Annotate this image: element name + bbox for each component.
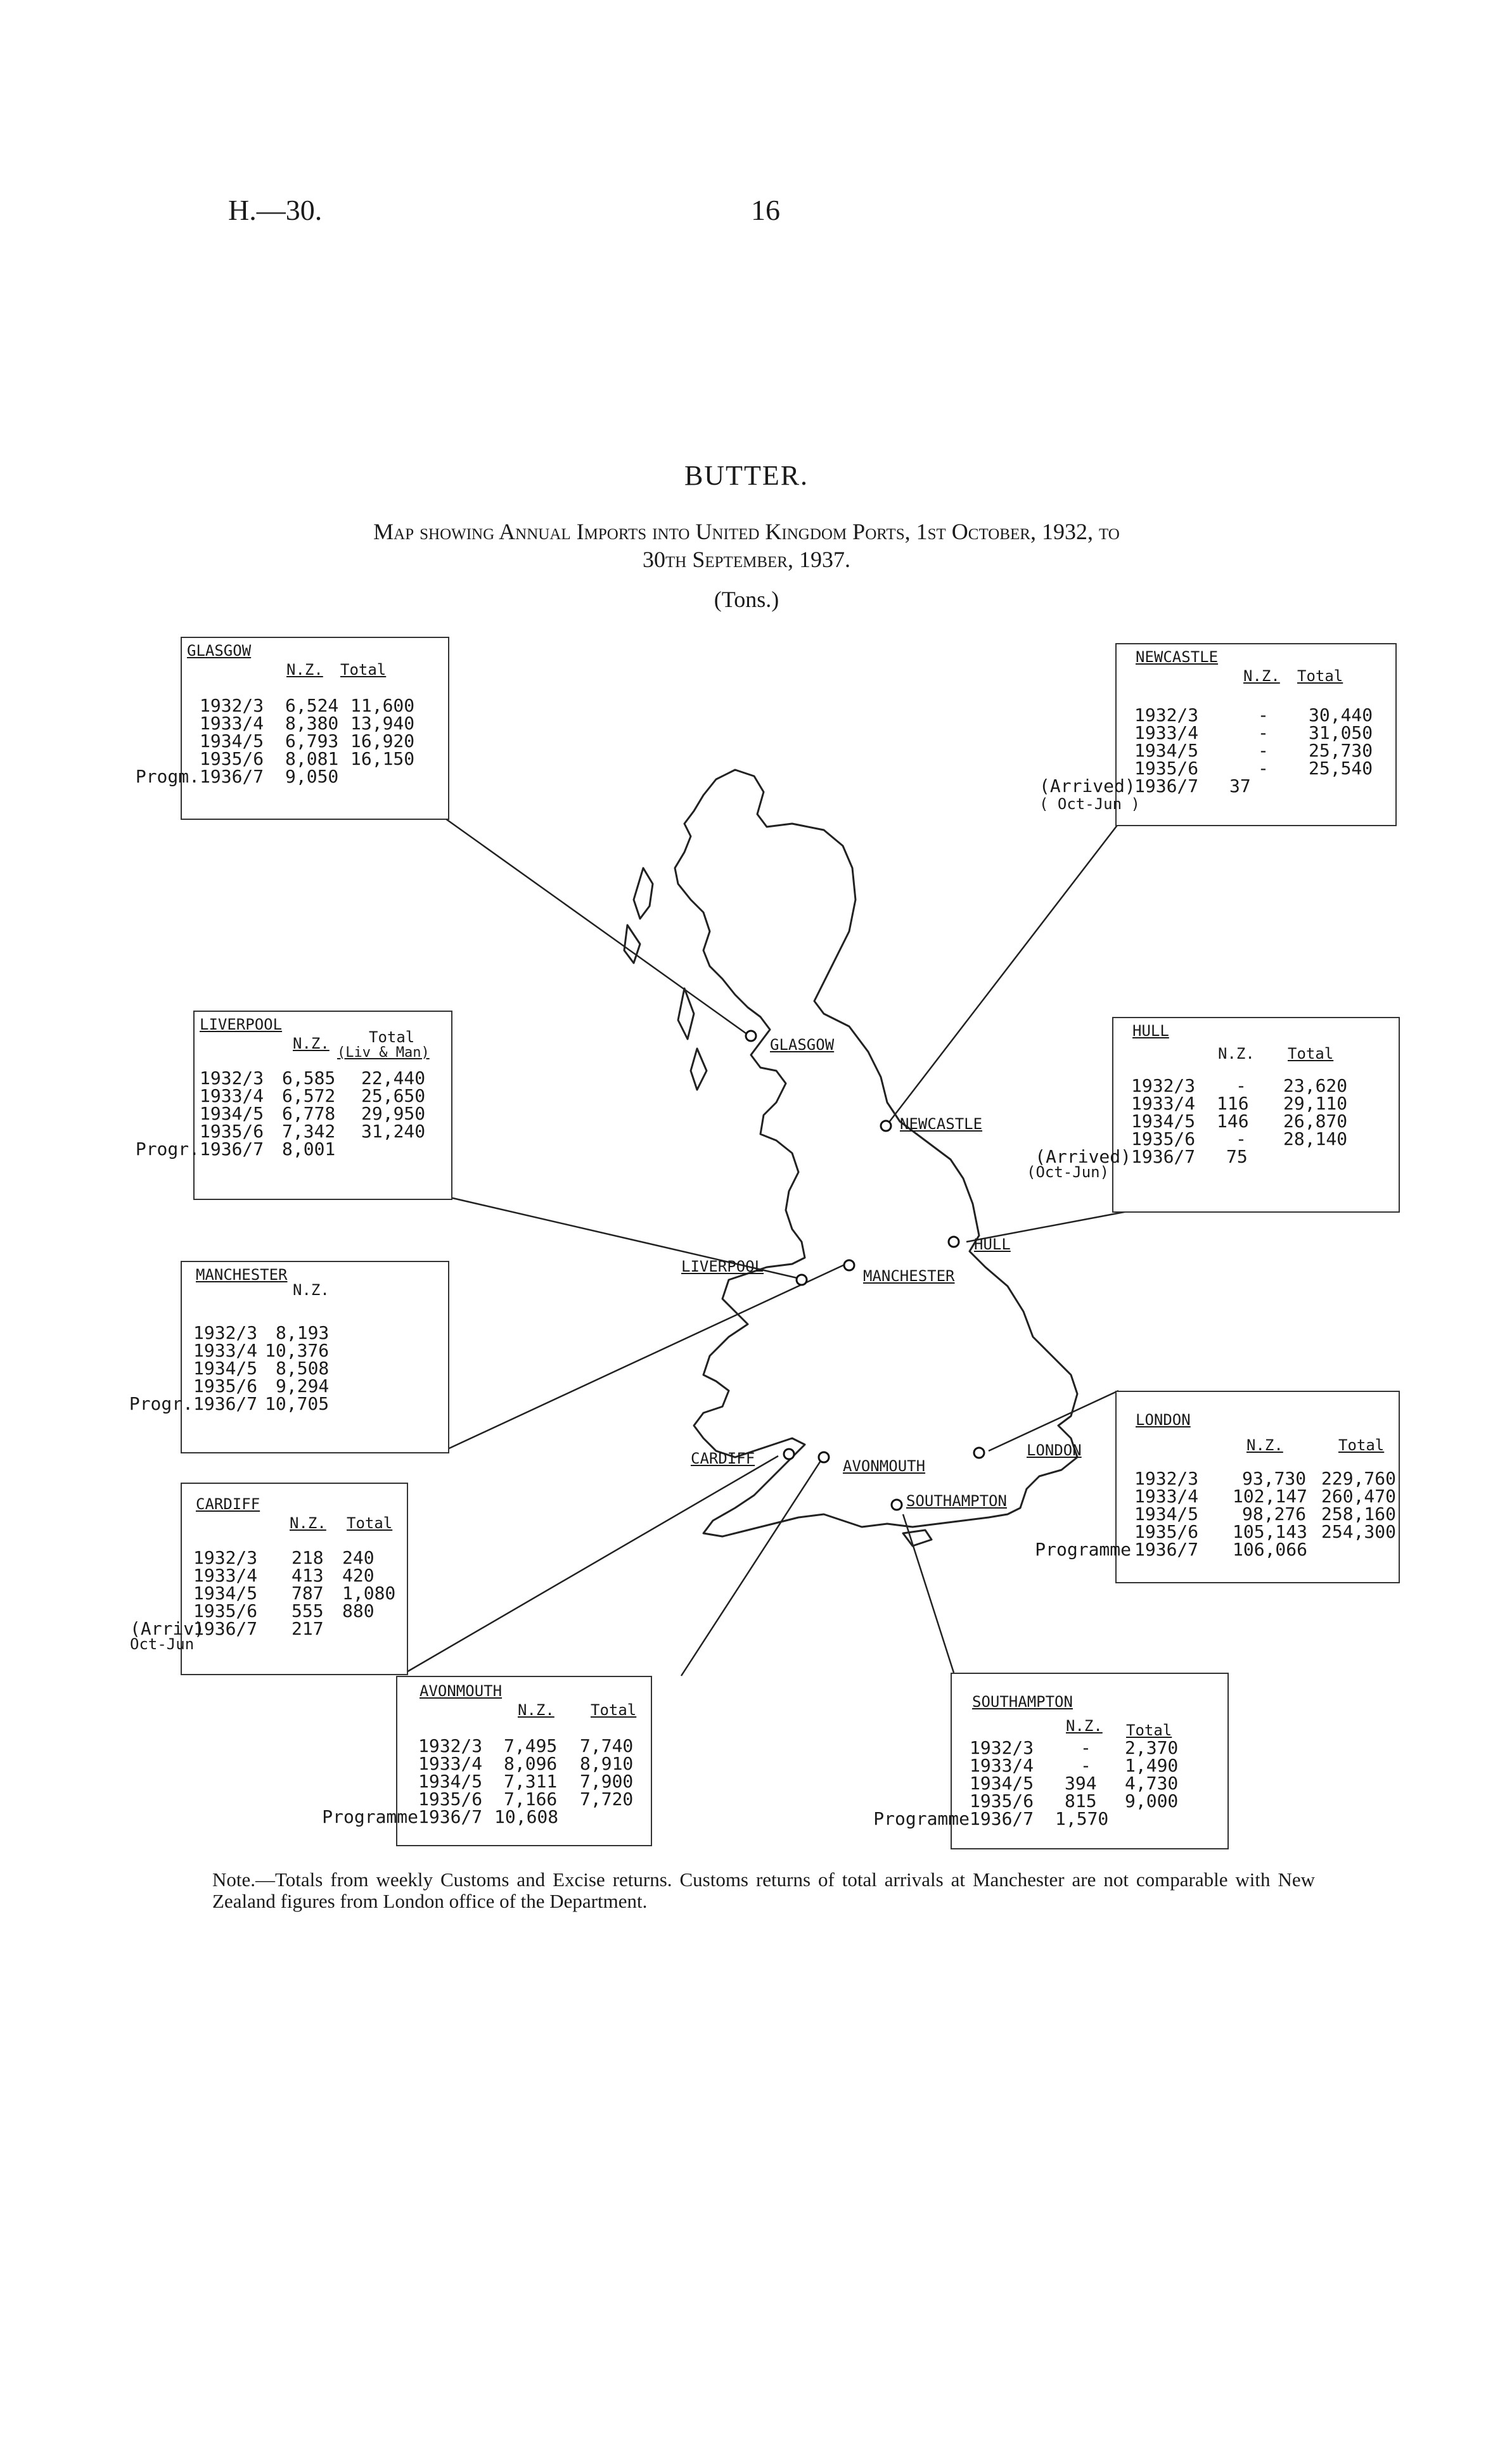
port-marker-cardiff <box>784 1449 794 1459</box>
leader-line-manchester <box>444 1264 846 1451</box>
table-cell: 8,193 <box>276 1322 330 1343</box>
table-cell: 105,143 <box>1233 1521 1308 1542</box>
table-cell: 1932/3 <box>1131 1075 1196 1096</box>
column-header-total: Total <box>1288 1045 1334 1063</box>
table-cell: 16,920 <box>350 731 415 751</box>
column-header-total: Total <box>1338 1436 1385 1454</box>
port-label-cardiff: CARDIFF <box>691 1450 755 1467</box>
table-cell: 10,376 <box>265 1340 330 1361</box>
table-cell: Programme <box>322 1806 418 1827</box>
table-cell: 394 <box>1065 1773 1097 1794</box>
table-cell: (Oct-Jun) <box>1027 1163 1110 1181</box>
table-cell: 1936/7 <box>193 1618 258 1639</box>
table-cell: 1935/6 <box>970 1791 1034 1811</box>
table-cell: 31,240 <box>361 1121 426 1142</box>
table-cell: 1932/3 <box>193 1322 258 1343</box>
column-header-nz: N.Z. <box>293 1035 330 1052</box>
table-cell: 880 <box>342 1600 375 1621</box>
column-header-total: Total <box>1297 667 1343 685</box>
page-number: 16 <box>751 194 780 226</box>
table-cell: Progr. <box>135 1139 200 1159</box>
table-cell: 1934/5 <box>200 1103 264 1124</box>
table-cell: 31,050 <box>1309 722 1373 743</box>
leader-line-avonmouth <box>681 1456 824 1676</box>
table-cell: 8,081 <box>285 748 339 769</box>
island-outline <box>691 1049 707 1090</box>
leader-line-glasgow <box>444 817 748 1035</box>
table-cell: 1933/4 <box>1131 1093 1196 1114</box>
leader-line-southampton <box>903 1514 954 1673</box>
column-header-total: Total <box>369 1028 415 1046</box>
table-cell: 9,050 <box>285 766 339 787</box>
column-header-nz: N.Z. <box>1218 1045 1255 1063</box>
table-cell: 260,470 <box>1321 1486 1397 1507</box>
table-cell: - <box>1236 1075 1246 1096</box>
table-cell: 1934/5 <box>193 1583 258 1604</box>
table-cell: 1933/4 <box>200 1085 264 1106</box>
table-cell: 1935/6 <box>1134 758 1199 779</box>
table-cell: 1932/3 <box>970 1737 1034 1758</box>
column-header-total-note: (Liv & Man) <box>337 1045 430 1061</box>
table-cell: 555 <box>292 1600 324 1621</box>
table-cell: 106,066 <box>1233 1539 1308 1560</box>
table-cell: 102,147 <box>1233 1486 1308 1507</box>
table-cell: 1933/4 <box>193 1340 258 1361</box>
table-cell: 25,650 <box>361 1085 426 1106</box>
table-cell: 1932/3 <box>193 1547 258 1568</box>
table-cell: 4,730 <box>1125 1773 1179 1794</box>
table-cell: 1935/6 <box>200 748 264 769</box>
table-cell: 37 <box>1229 776 1251 796</box>
table-cell: 787 <box>292 1583 324 1604</box>
port-label-avonmouth: AVONMOUTH <box>843 1457 926 1475</box>
island-outline <box>678 988 694 1039</box>
table-cell: 1934/5 <box>1134 1503 1199 1524</box>
table-cell: 1935/6 <box>193 1600 258 1621</box>
island-outline <box>903 1530 932 1546</box>
table-cell: ( Oct-Jun ) <box>1039 795 1140 813</box>
table-cell: 1936/7 <box>1131 1146 1196 1167</box>
table-cell: (Arrived) <box>1035 1146 1131 1167</box>
table-cell: (Arriv) <box>130 1618 205 1639</box>
port-label-manchester: MANCHESTER <box>863 1267 955 1285</box>
column-header-nz: N.Z. <box>286 661 323 679</box>
table-cell: 8,508 <box>276 1358 330 1379</box>
table-cell: 1934/5 <box>418 1771 483 1792</box>
table-cell: 75 <box>1226 1146 1248 1167</box>
table-cell: 258,160 <box>1321 1503 1397 1524</box>
table-cell: 1932/3 <box>200 1068 264 1088</box>
table-cell: 1932/3 <box>200 695 264 716</box>
column-header-total: Total <box>591 1701 637 1719</box>
table-cell: 1936/7 <box>193 1393 258 1414</box>
table-cell: 7,166 <box>504 1789 558 1810</box>
table-cell: 16,150 <box>350 748 415 769</box>
table-cell: Programme <box>1035 1539 1131 1560</box>
leader-line-cardiff <box>406 1456 778 1673</box>
table-cell: 254,300 <box>1321 1521 1397 1542</box>
leader-line-newcastle <box>887 824 1118 1125</box>
table-cell: 7,900 <box>580 1771 634 1792</box>
table-cell: (Arrived) <box>1039 776 1136 796</box>
island-outline <box>624 925 640 963</box>
table-cell: 1936/7 <box>200 1139 264 1159</box>
column-header-total: Total <box>340 661 387 679</box>
table-cell: 9,000 <box>1125 1791 1179 1811</box>
table-cell: 1,080 <box>342 1583 396 1604</box>
port-label-hull: HULL <box>974 1235 1011 1253</box>
port-label-london: LONDON <box>1027 1441 1082 1459</box>
table-cell: 25,540 <box>1309 758 1373 779</box>
table-cell: - <box>1080 1737 1091 1758</box>
port-marker-manchester <box>844 1260 854 1270</box>
table-cell: 1935/6 <box>1131 1128 1196 1149</box>
table-cell: 30,440 <box>1309 705 1373 725</box>
table-cell: 6,524 <box>285 695 339 716</box>
table-cell: 7,342 <box>282 1121 336 1142</box>
column-header-nz: N.Z. <box>293 1281 330 1299</box>
port-label-glasgow: GLASGOW <box>770 1036 835 1054</box>
table-cell: - <box>1258 705 1269 725</box>
table-cell: 240 <box>342 1547 375 1568</box>
box-title: LONDON <box>1136 1411 1191 1429</box>
port-label-newcastle: NEWCASTLE <box>900 1115 983 1133</box>
table-cell: 1,490 <box>1125 1755 1179 1776</box>
table-cell: 11,600 <box>350 695 415 716</box>
table-cell: 1933/4 <box>200 713 264 734</box>
table-cell: 13,940 <box>350 713 415 734</box>
column-header-nz: N.Z. <box>1243 667 1280 685</box>
table-cell: 8,096 <box>504 1753 558 1774</box>
table-cell: - <box>1080 1755 1091 1776</box>
table-cell: - <box>1236 1128 1246 1149</box>
table-cell: 116 <box>1217 1093 1249 1114</box>
map-title: BUTTER. <box>684 460 809 491</box>
table-cell: 1935/6 <box>193 1376 258 1396</box>
table-cell: 1936/7 <box>1134 776 1199 796</box>
box-title: LIVERPOOL <box>200 1016 283 1033</box>
port-label-southampton: SOUTHAMPTON <box>906 1492 1007 1510</box>
map-subtitle-line-1: Map showing Annual Imports into United Kingdom Ports, 1st October, 1932, to <box>373 519 1120 544</box>
box-title: CARDIFF <box>196 1495 260 1513</box>
table-cell: 1934/5 <box>970 1773 1034 1794</box>
table-cell: 218 <box>292 1547 324 1568</box>
table-cell: 29,950 <box>361 1103 426 1124</box>
table-cell: 1936/7 <box>1134 1539 1199 1560</box>
port-marker-avonmouth <box>819 1452 829 1462</box>
box-title: GLASGOW <box>187 642 252 660</box>
port-marker-newcastle <box>881 1121 891 1131</box>
port-marker-glasgow <box>746 1031 756 1041</box>
table-cell: 6,585 <box>282 1068 336 1088</box>
table-cell: 815 <box>1065 1791 1097 1811</box>
column-header-nz: N.Z. <box>518 1701 554 1719</box>
column-header-nz: N.Z. <box>290 1514 326 1532</box>
table-cell: 26,870 <box>1283 1111 1348 1132</box>
table-cell: Oct-Jun <box>130 1635 195 1653</box>
table-cell: 9,294 <box>276 1376 330 1396</box>
column-header-total: Total <box>347 1514 393 1532</box>
table-cell: 8,001 <box>282 1139 336 1159</box>
port-marker-london <box>974 1448 984 1458</box>
table-cell: 2,370 <box>1125 1737 1179 1758</box>
table-cell: 22,440 <box>361 1068 426 1088</box>
page-header-reference: H.—30. <box>228 194 323 226</box>
table-cell: - <box>1258 740 1269 761</box>
table-cell: Programme <box>873 1808 970 1829</box>
table-cell: 229,760 <box>1321 1468 1397 1489</box>
table-cell: 7,311 <box>504 1771 558 1792</box>
table-cell: 1936/7 <box>970 1808 1034 1829</box>
table-cell: 6,778 <box>282 1103 336 1124</box>
table-cell: 1935/6 <box>1134 1521 1199 1542</box>
table-cell: 8,910 <box>580 1753 634 1774</box>
column-header-total: Total <box>1126 1721 1172 1739</box>
map-subtitle-line-2: 30th September, 1937. <box>643 547 850 572</box>
island-outline <box>634 868 653 919</box>
table-cell: 1933/4 <box>1134 1486 1199 1507</box>
table-cell: 25,730 <box>1309 740 1373 761</box>
table-cell: 29,110 <box>1283 1093 1348 1114</box>
table-cell: 10,608 <box>494 1806 559 1827</box>
table-cell: 7,740 <box>580 1735 634 1756</box>
table-cell: 1935/6 <box>200 1121 264 1142</box>
table-cell: 1936/7 <box>418 1806 483 1827</box>
table-cell: 1932/3 <box>1134 705 1199 725</box>
table-cell: - <box>1258 758 1269 779</box>
table-cell: 1935/6 <box>418 1789 483 1810</box>
table-cell: 1933/4 <box>193 1565 258 1586</box>
table-cell: 1934/5 <box>1131 1111 1196 1132</box>
table-cell: 1936/7 <box>200 766 264 787</box>
table-cell: 6,793 <box>285 731 339 751</box>
table-cell: 7,720 <box>580 1789 634 1810</box>
footnote: Note.—Totals from weekly Customs and Excise returns. Customs returns of total arrivals at Manchester are not comparable with New Zealand figures from London office of the Department. <box>212 1868 1315 1912</box>
great-britain-outline <box>675 770 1077 1536</box>
table-cell: 23,620 <box>1283 1075 1348 1096</box>
table-cell: 413 <box>292 1565 324 1586</box>
column-header-nz: N.Z. <box>1066 1717 1103 1735</box>
port-marker-southampton <box>892 1500 902 1510</box>
box-title: SOUTHAMPTON <box>972 1693 1073 1711</box>
table-cell: 93,730 <box>1242 1468 1307 1489</box>
box-title: MANCHESTER <box>196 1266 288 1284</box>
table-cell: 10,705 <box>265 1393 330 1414</box>
table-cell: 146 <box>1217 1111 1249 1132</box>
table-cell: 1933/4 <box>1134 722 1199 743</box>
box-title: AVONMOUTH <box>420 1682 503 1700</box>
units-label: (Tons.) <box>714 587 779 612</box>
table-cell: 1932/3 <box>418 1735 483 1756</box>
table-cell: 1934/5 <box>193 1358 258 1379</box>
port-marker-hull <box>949 1237 959 1247</box>
table-cell: 1933/4 <box>970 1755 1034 1776</box>
table-cell: 8,380 <box>285 713 339 734</box>
table-cell: 420 <box>342 1565 375 1586</box>
table-cell: 28,140 <box>1283 1128 1348 1149</box>
port-marker-liverpool <box>797 1275 807 1285</box>
box-title: NEWCASTLE <box>1136 648 1219 666</box>
table-cell: 217 <box>292 1618 324 1639</box>
port-label-liverpool: LIVERPOOL <box>681 1258 764 1275</box>
column-header-nz: N.Z. <box>1246 1436 1283 1454</box>
table-cell: 1933/4 <box>418 1753 483 1774</box>
table-cell: 1,570 <box>1055 1808 1109 1829</box>
table-cell: 98,276 <box>1242 1503 1307 1524</box>
table-cell: Progm. <box>135 766 200 787</box>
table-cell: 1932/3 <box>1134 1468 1199 1489</box>
table-cell: 1934/5 <box>1134 740 1199 761</box>
table-cell: 7,495 <box>504 1735 558 1756</box>
table-cell: Progr. <box>129 1393 193 1414</box>
table-cell: - <box>1258 722 1269 743</box>
table-cell: 6,572 <box>282 1085 336 1106</box>
table-cell: 1934/5 <box>200 731 264 751</box>
box-title: HULL <box>1132 1022 1169 1040</box>
